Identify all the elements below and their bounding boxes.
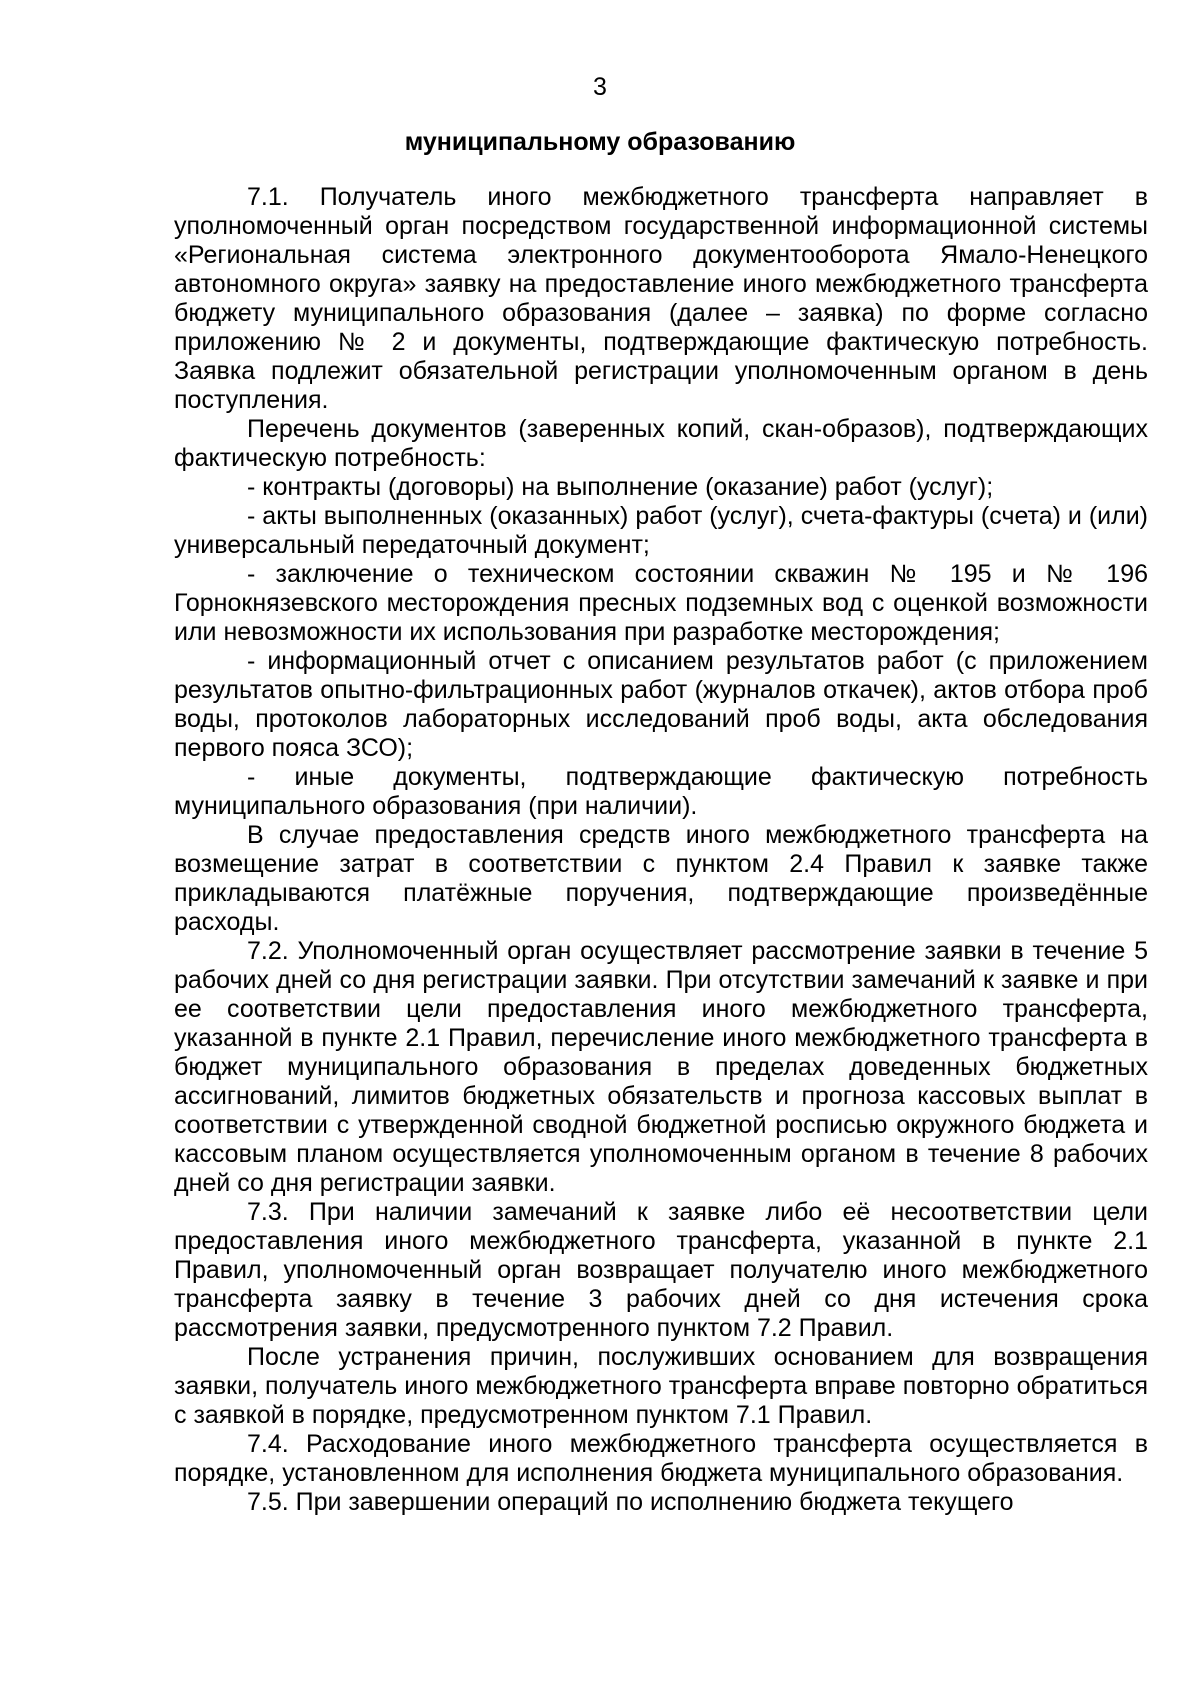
list-item-acts: - акты выполненных (оказанных) работ (услуг), счета-фактуры (счета) и (или) универсальный передаточный документ;: [174, 502, 1148, 559]
paragraph-7-2: 7.2. Уполномоченный орган осуществляет рассмотрение заявки в течение 5 рабочих дней со дня регистрации заявки. При отсутствии замечаний к заявке и при ее соответствии цели предоставления иного межбюджетного трансферта, указанной в пункте 2.1 Правил, перечисление иного межбюджетного трансферта в бюджет муниципального образования в пределах доведенных бюджетных ассигнований, лимитов бюджетных обязательств и прогноза кассовых выплат в соответствии с утвержденной сводной бюджетной росписью окружного бюджета и кассовым планом осуществляется уполномоченным органом в течение 8 рабочих дней со дня регистрации заявки.: [174, 937, 1148, 1197]
page-number: 3: [593, 73, 607, 101]
paragraph-7-1: 7.1. Получатель иного межбюджетного трансферта направляет в уполномоченный орган посредством государственной информационной системы «Региональная система электронного документооборота Ямало-Ненецкого автономного округа» заявку на предоставление иного межбюджетного трансферта бюджету муниципального образования (далее – заявка) по форме согласно приложению № 2 и документы, подтверждающие фактическую потребность. Заявка подлежит обязательной регистрации уполномоченным органом в день поступления.: [174, 183, 1148, 414]
document-body: [174, 183, 1148, 1517]
paragraph-7-5: 7.5. При завершении операций по исполнению бюджета текущего: [247, 1488, 1014, 1516]
list-item-well-conclusion: - заключение о техническом состоянии скважин № 195 и № 196 Горнокнязевского месторождения пресных подземных вод с оценкой возможности или невозможности их использования при разработке месторождения;: [174, 560, 1148, 646]
paragraph-7-4: 7.4. Расходование иного межбюджетного трансферта осуществляется в порядке, установленном для исполнения бюджета муниципального образования.: [174, 1430, 1148, 1487]
paragraph-reimbursement: В случае предоставления средств иного межбюджетного трансферта на возмещение затрат в соответствии с пунктом 2.4 Правил к заявке также прикладываются платёжные поручения, подтверждающие произведённые расходы.: [174, 821, 1148, 936]
paragraph-documents-list-intro: Перечень документов (заверенных копий, скан-образов), подтверждающих фактическую потребность:: [174, 415, 1148, 472]
list-item-information-report: - информационный отчет с описанием результатов работ (с приложением результатов опытно-фильтрационных работ (журналов откачек), актов отбора проб воды, протоколов лабораторных исследований проб воды, акта обследования первого пояса ЗСО);: [174, 647, 1148, 762]
list-item-contracts: - контракты (договоры) на выполнение (оказание) работ (услуг);: [247, 473, 994, 501]
section-heading: муниципальному образованию: [404, 128, 796, 156]
paragraph-7-3: 7.3. При наличии замечаний к заявке либо её несоответствии цели предоставления иного межбюджетного трансферта, указанной в пункте 2.1 Правил, уполномоченный орган возвращает получателю иного межбюджетного трансферта заявку в течение 3 рабочих дней со дня истечения срока рассмотрения заявки, предусмотренного пунктом 7.2 Правил.: [174, 1198, 1148, 1342]
list-item-other-documents: - иные документы, подтверждающие фактическую потребность муниципального образования (при наличии).: [174, 763, 1148, 820]
paragraph-resubmission: После устранения причин, послуживших основанием для возвращения заявки, получатель иного межбюджетного трансферта вправе повторно обратиться с заявкой в порядке, предусмотренном пунктом 7.1 Правил.: [174, 1343, 1148, 1429]
